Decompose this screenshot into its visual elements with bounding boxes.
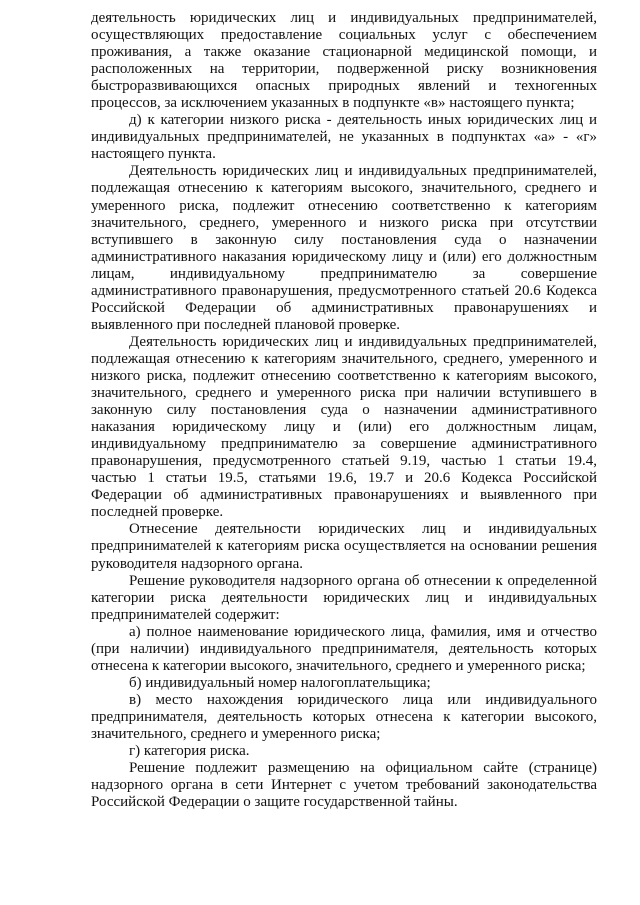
document-page bbox=[91, 10, 597, 811]
paragraph-publication: Решение подлежит размещению на официальном сайте (странице) надзорного органа в сети Интернет с учетом требований законодательства Российской Федерации о защите государственной тайны. bbox=[91, 760, 597, 811]
paragraph-continuation: деятельность юридических лиц и индивидуальных предпринимателей, осуществляющих предоставление социальных услуг с обеспечением проживания, а также оказание стационарной медицинской помощи, и расположенных на территории, подверженной риску возникновения быстроразвивающихся опасных природных явлений и техногенных процессов, за исключением указанных в подпункте «в» настоящего пункта; bbox=[91, 10, 597, 112]
paragraph-subitem-d: д) к категории низкого риска - деятельность иных юридических лиц и индивидуальных предпринимателей, не указанных в подпунктах «а» - «г» настоящего пункта. bbox=[91, 112, 597, 163]
paragraph-risk-raising: Деятельность юридических лиц и индивидуальных предпринимателей, подлежащая отнесению к категориям значительного, среднего, умеренного и низкого риска, подлежит отнесению соответственно к категориям высокого, значительного, среднего и умеренного риска при наличии вступившего в законную силу постановления суда о назначении административного наказания юридическому лицу и (или) его должностным лицам, индивидуальному предпринимателю за совершение административного правонарушения, предусмотренного статьей 9.19, частью 1 статьи 19.4, частью 1 статьи 19.5, статьями 19.6, 19.7 и 20.6 Кодекса Российской Федерации об административных правонарушениях и выявленного при последней проверке. bbox=[91, 333, 597, 521]
paragraph-decision-contents: Решение руководителя надзорного органа об отнесении к определенной категории риска деятельности юридических лиц и индивидуальных предпринимателей содержит: bbox=[91, 572, 597, 623]
list-item-b: б) индивидуальный номер налогоплательщика; bbox=[129, 674, 431, 691]
list-item-v: в) место нахождения юридического лица или индивидуального предпринимателя, деятельность которых отнесена к категории высокого, значительного, среднего и умеренного риска; bbox=[91, 691, 597, 742]
list-item-g: г) категория риска. bbox=[129, 743, 250, 760]
paragraph-risk-lowering: Деятельность юридических лиц и индивидуальных предпринимателей, подлежащая отнесению к категориям высокого, значительного, среднего и умеренного риска, подлежит отнесению соответственно к категориям значительного, среднего, умеренного и низкого риска при отсутствии вступившего в законную силу постановления суда о назначении административного наказания юридическому лицу и (или) его должностным лицам, индивидуальному предпринимателю за совершение административного правонарушения, предусмотренного статьей 20.6 Кодекса Российской Федерации об административных правонарушениях и выявленного при последней плановой проверке. bbox=[91, 163, 597, 333]
paragraph-assignment-basis: Отнесение деятельности юридических лиц и индивидуальных предпринимателей к категориям риска осуществляется на основании решения руководителя надзорного органа. bbox=[91, 521, 597, 572]
list-item-a: а) полное наименование юридического лица, фамилия, имя и отчество (при наличии) индивидуального предпринимателя, деятельность которых отнесена к категории высокого, значительного, среднего и умеренного риска; bbox=[91, 623, 597, 674]
